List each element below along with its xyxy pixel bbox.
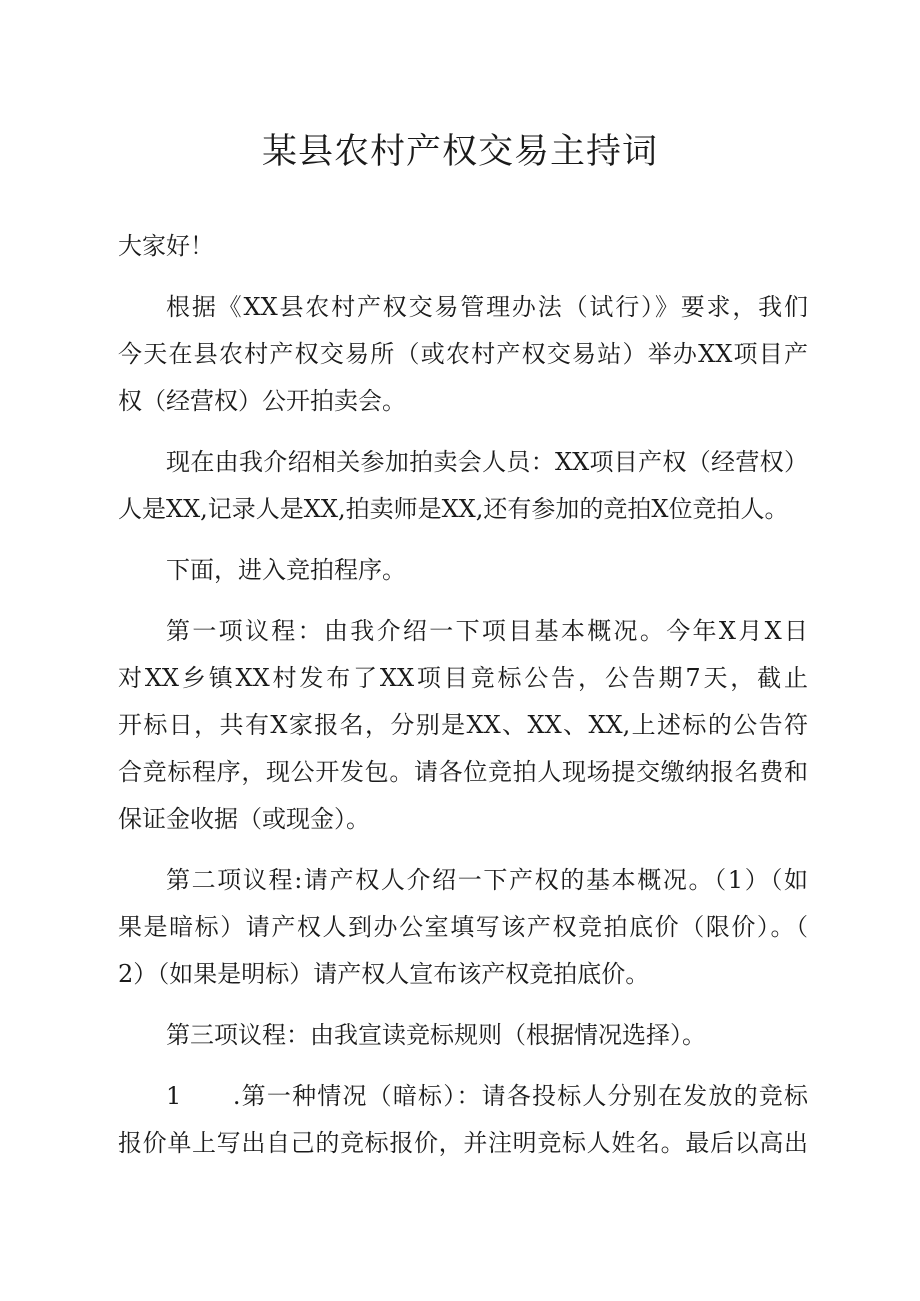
paragraph-line: 保证金收据（或现金）。 [118,805,370,833]
paragraph-line: 开标日，共有X家报名，分别是XX、XX、XX,上述标的公告符 [118,711,808,739]
greeting-line: 大家好！ [118,232,214,260]
document-title: 某县农村产权交易主持词 [261,132,658,172]
paragraph-line: 第二项议程:请产权人介绍一下产权的基本概况。（1）（如 [166,866,808,894]
paragraph-line: 对XX乡镇XX村发布了XX项目竞标公告，公告期7天，截止 [118,664,808,692]
paragraph-line: 2）（如果是明标）请产权人宣布该产权竞拍底价。 [118,960,650,988]
paragraph-line: 第三项议程：由我宣读竞标规则（根据情况选择）。 [166,1021,706,1049]
paragraph-line: 下面，进入竞拍程序。 [166,556,406,584]
document-body [118,223,808,1167]
paragraph-line: 果是暗标）请产权人到办公室填写该产权竞拍底价（限价）。（ [118,913,808,941]
paragraph-line: 1 .第一种情况（暗标）：请各投标人分别在发放的竞标 [166,1082,808,1110]
paragraph-line: 人是XX,记录人是XX,拍卖师是XX,还有参加的竞拍X位竞拍人。 [118,495,789,523]
paragraph-line: 合竞标程序，现公开发包。请各位竞拍人现场提交缴纳报名费和 [118,758,808,786]
paragraph-line: 第一项议程：由我介绍一下项目基本概况。今年X月X日 [166,617,808,645]
paragraph-line: 报价单上写出自己的竞标报价，并注明竞标人姓名。最后以高出 [118,1129,808,1157]
paragraph-line: 根据《XX县农村产权交易管理办法（试行）》要求，我们 [166,293,808,321]
paragraph-line: 权（经营权）公开拍卖会。 [118,387,406,415]
paragraph-line: 今天在县农村产权交易所（或农村产权交易站）举办XX项目产 [118,340,808,368]
paragraph-line: 现在由我介绍相关参加拍卖会人员：XX项目产权（经营权） [166,448,808,476]
